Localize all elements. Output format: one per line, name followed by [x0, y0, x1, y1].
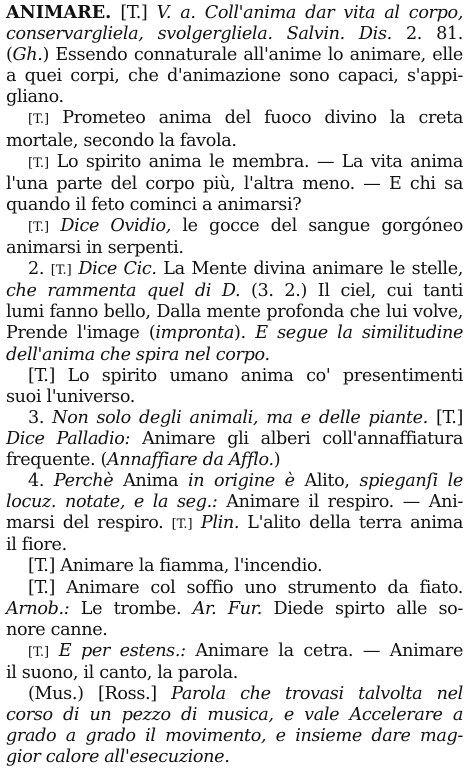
- plain-text: le gocce del sangue gorgóneo: [170, 215, 463, 236]
- entry-paragraph: [6, 366, 463, 408]
- text-line: [28, 108, 463, 130]
- italic-text: Dice Palladio:: [6, 428, 131, 449]
- plain-text: Animare gli alberi coll'annaffiatura: [130, 428, 463, 449]
- text-line: [6, 450, 463, 471]
- entry-paragraph: [6, 641, 463, 684]
- text-line: [6, 663, 463, 684]
- entry-paragraph: [6, 108, 463, 151]
- plain-text: Le trombe.: [69, 598, 193, 619]
- text-line: [6, 705, 463, 726]
- source-tag: [T.]: [50, 263, 72, 279]
- source-tag: [T.]: [28, 112, 50, 128]
- plain-text: [49, 216, 60, 236]
- plain-text: frequente. (: [6, 449, 108, 470]
- text-line: [6, 387, 463, 408]
- plain-text: lumi fanno bello, Dalla mente profonda che lui volve,: [6, 302, 464, 323]
- plain-text: Alito,: [294, 471, 360, 492]
- plain-text: gliano.: [6, 87, 64, 108]
- plain-text: Animare la cetra. — Animare: [185, 640, 464, 661]
- source-tag: [T.]: [171, 517, 193, 533]
- italic-text: impronta: [155, 323, 235, 344]
- italic-text: E per estens.:: [58, 640, 186, 661]
- text-line: [28, 684, 463, 705]
- headword: ANIMARE.: [6, 2, 112, 23]
- italic-text: Dice Ovidio,: [60, 215, 171, 236]
- plain-text: [T.]: [111, 3, 157, 23]
- italic-text: che rammenta quel di D.: [6, 281, 241, 302]
- plain-text: animarsi in serpenti.: [6, 238, 184, 259]
- italic-text: Ar. Fur.: [192, 598, 263, 619]
- text-line: [6, 238, 463, 259]
- plain-text: L'alito della terra anima: [239, 513, 463, 534]
- entry-paragraph: [6, 259, 463, 365]
- text-line: [6, 131, 463, 152]
- text-line: [6, 66, 463, 87]
- text-line: [28, 152, 463, 174]
- plain-text: Anima: [113, 471, 188, 492]
- plain-text: ): [273, 449, 281, 470]
- text-line: [28, 259, 463, 281]
- plain-text: [193, 513, 201, 533]
- entry-paragraph: [6, 408, 463, 471]
- source-tag: [T.]: [28, 155, 50, 171]
- plain-text: il suono, il canto, la parola.: [6, 662, 238, 683]
- plain-text: [49, 641, 59, 661]
- plain-text: Prende l'image (: [6, 323, 156, 344]
- text-line: [6, 535, 463, 556]
- plain-text: ).: [234, 323, 256, 344]
- plain-text: La Mente divina animare le stelle,: [156, 259, 464, 280]
- italic-text: corso di un pezzo di musica, e vale Accelerare a: [6, 705, 463, 726]
- italic-text: dell'anima che spira nel corpo.: [6, 344, 270, 365]
- plain-text: 3.: [28, 407, 53, 428]
- italic-text: Non solo degli animali, ma e delle piante.: [52, 407, 428, 428]
- italic-text: Dice Cic.: [78, 259, 157, 280]
- plain-text: nore canne.: [6, 619, 108, 640]
- plain-text: suoi l'universo.: [6, 386, 135, 407]
- text-line: [6, 513, 463, 535]
- text-line: [6, 492, 463, 513]
- plain-text: Diede spirto alle so-: [262, 598, 463, 619]
- plain-text: mortale, secondo la favola.: [6, 130, 237, 151]
- italic-text: Plin.: [200, 513, 240, 534]
- plain-text: [T.]: [427, 407, 464, 428]
- source-tag: [T.]: [28, 644, 50, 660]
- italic-text: E segue la similitudine: [255, 323, 464, 344]
- italic-text: Perchè: [53, 471, 114, 492]
- plain-text: Animare il respiro. — Ani-: [217, 492, 463, 513]
- text-line: [28, 641, 463, 663]
- text-line: [6, 87, 463, 108]
- entry-paragraph: [6, 152, 463, 216]
- italic-text: in origine è: [187, 471, 295, 492]
- plain-text: marsi del respiro.: [6, 513, 172, 534]
- entry-paragraph: [6, 556, 463, 577]
- text-line: [6, 345, 463, 366]
- italic-text: Annaffiare da Afflo.: [107, 449, 274, 470]
- plain-text: (: [6, 45, 13, 66]
- text-line: [6, 45, 463, 66]
- entry-paragraph: [6, 2, 463, 108]
- plain-text: quando il feto cominci a animarsi?: [6, 194, 302, 215]
- text-line: [6, 599, 463, 620]
- plain-text: [T.] Animare la fiamma, l'incendio.: [28, 556, 323, 577]
- plain-text: il fiore.: [6, 535, 67, 556]
- plain-text: 2.: [28, 259, 51, 280]
- entry-paragraph: [6, 684, 463, 768]
- text-line: [28, 408, 463, 429]
- plain-text: [T.] Animare col soffio uno strumento da fiato.: [28, 577, 464, 598]
- text-line: [28, 556, 463, 577]
- text-line: [28, 366, 463, 387]
- italic-text: locuz. notate, e la seg.:: [6, 492, 218, 513]
- text-line: [6, 323, 463, 344]
- text-line: [6, 174, 463, 195]
- text-line: [6, 747, 463, 768]
- italic-text: conservargliela, svolgergliela. Salvin. Dis.: [6, 24, 392, 45]
- entry-paragraph: [6, 216, 463, 259]
- entry-paragraph: [6, 471, 463, 556]
- source-tag: [T.]: [28, 219, 50, 235]
- italic-text: Parola che trovasi talvolta nel: [171, 684, 463, 704]
- text-line: [6, 281, 463, 302]
- italic-text: Gh.: [12, 45, 43, 66]
- plain-text: (Mus.) [Ross.]: [28, 684, 172, 704]
- plain-text: ) Essendo connaturale all'anime lo animare, elle: [42, 45, 463, 66]
- text-line: [6, 302, 463, 323]
- text-line: [28, 578, 463, 599]
- text-line: [6, 726, 463, 747]
- text-line: [28, 216, 463, 238]
- plain-text: Lo spirito anima le membra. — La vita anima: [49, 151, 463, 172]
- text-line: [6, 2, 463, 24]
- italic-text: gior calore all'esecuzione.: [6, 747, 230, 768]
- text-line: [6, 195, 463, 216]
- plain-text: a quei corpi, che d'animazione sono capaci, s'appi-: [6, 66, 464, 87]
- entry-paragraph: [6, 578, 463, 641]
- plain-text: (3. 2.) Il ciel, cui tanti: [240, 281, 463, 302]
- dictionary-entry-animare: [6, 2, 463, 768]
- plain-text: l'una parte del corpo più, l'altra meno. — E chi sa: [6, 173, 463, 194]
- text-line: [6, 429, 463, 450]
- plain-text: [T.] Lo spirito umano anima co' presentimenti: [28, 365, 463, 386]
- italic-text: grado a grado il movimento, e insieme dare mag-: [6, 726, 463, 747]
- italic-text: spieganſi le: [359, 471, 463, 492]
- plain-text: 2. 81.: [391, 24, 464, 45]
- plain-text: Prometeo anima del fuoco divino la creta: [49, 108, 463, 129]
- plain-text: 4.: [28, 471, 54, 492]
- text-line: [6, 620, 463, 641]
- italic-text: Arnob.:: [6, 598, 70, 619]
- text-line: [6, 24, 463, 45]
- italic-text: V. a. Coll'anima dar vita al corpo,: [156, 3, 464, 23]
- text-line: [28, 471, 463, 492]
